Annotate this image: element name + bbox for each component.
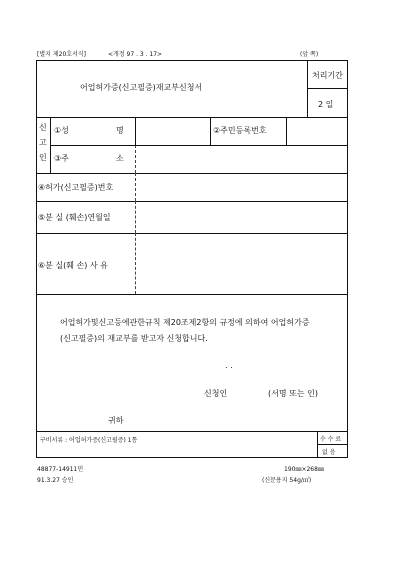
processing-period-label: 처리기간 [312, 71, 343, 80]
statement-line-1: 어업허가및신고등에관한규칙 제20조제2항의 규정에 의하여 어업허가증 [60, 318, 310, 327]
form-number: [별지 제20호서식] [37, 51, 86, 58]
row-line-loss-reason [36, 294, 348, 295]
processing-divider [307, 88, 348, 89]
rrn-divider [210, 117, 211, 145]
signature-label: (서명 또는 인) [268, 389, 318, 398]
applicant-sign-label: 신청인 [204, 389, 228, 398]
page-side: (앞 쪽) [300, 51, 319, 58]
applicant-label-3: 인 [39, 153, 47, 162]
loss-reason-field[interactable] [136, 234, 347, 293]
permit-number-label: ④허가(신고필증)번호 [38, 183, 114, 192]
address-label: ③주 [54, 154, 69, 163]
name-label-tail: 명 [116, 126, 124, 135]
statement-line-2: (신고필증)의 재교부를 받고자 신청합니다. [60, 334, 208, 343]
rrn-label: ②주민등록번호 [213, 126, 267, 135]
loss-date-label: ⑤분 실 (훼손)연월일 [38, 213, 111, 222]
date-line: . . [225, 361, 233, 370]
applicant-sign-field[interactable] [232, 382, 266, 396]
fee-label: 수 수 료 [320, 436, 342, 443]
processing-period-value: 2 일 [318, 100, 334, 109]
revision-date: <개정 97 . 3 . 17> [108, 51, 163, 58]
address-label-tail: 소 [116, 154, 124, 163]
row-line-statement [36, 431, 348, 432]
name-label: ①성 [54, 126, 69, 135]
paper-type: (신문용지 54g/㎡) [262, 477, 312, 484]
required-documents: 구비서류 : 어업허가증(신고필증) 1통 [40, 437, 138, 444]
fee-value: 없 음 [322, 449, 336, 456]
paper-size: 190㎜×268㎜ [284, 466, 324, 473]
name-field[interactable] [136, 118, 209, 144]
applicant-label-1: 신 [39, 123, 47, 132]
form-title: 어업허가증(신고필증)재교부신청서 [80, 83, 203, 92]
rrn-field[interactable] [287, 118, 347, 144]
applicant-label-2: 고 [39, 138, 47, 147]
loss-reason-label: ⑥분 실(훼 손) 사 유 [38, 261, 108, 270]
address-field[interactable] [136, 146, 347, 172]
form-code: 48877-14911민 [37, 466, 84, 473]
recipient-label: 귀하 [108, 416, 124, 425]
approval-date: 91.3.27 승인 [37, 477, 74, 484]
loss-date-field[interactable] [136, 202, 347, 232]
fee-row-divider [317, 444, 348, 445]
permit-number-field[interactable] [136, 174, 347, 200]
